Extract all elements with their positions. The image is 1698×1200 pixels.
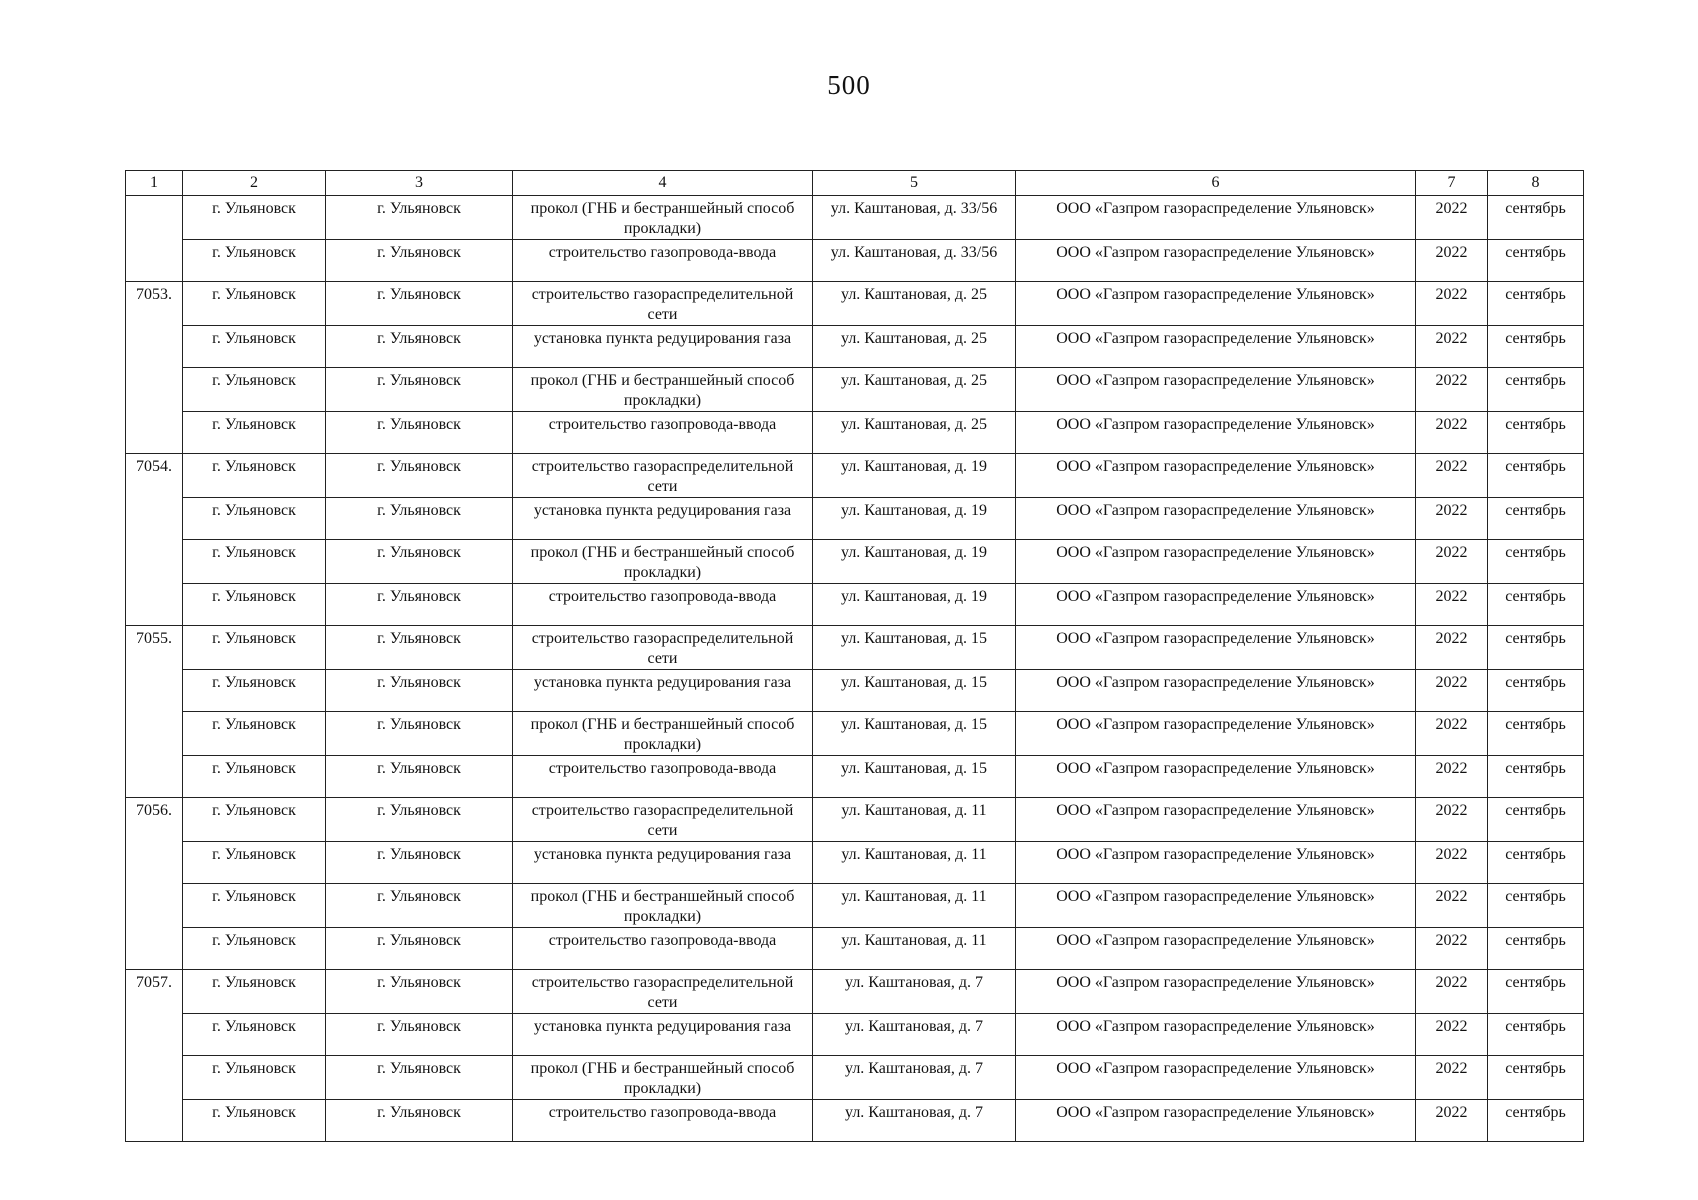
table-row bbox=[126, 798, 1584, 842]
settlement-cell: г. Ульяновск bbox=[326, 454, 513, 498]
month-cell: сентябрь bbox=[1488, 1056, 1584, 1100]
settlement-cell: г. Ульяновск bbox=[326, 326, 513, 368]
table-row bbox=[126, 584, 1584, 626]
year-cell: 2022 bbox=[1416, 454, 1488, 498]
item-number-cell: 7056. bbox=[126, 798, 183, 842]
address-cell: ул. Каштановая, д. 7 bbox=[813, 1056, 1016, 1100]
organization-cell: ООО «Газпром газораспределение Ульяновск» bbox=[1016, 282, 1416, 326]
year-cell: 2022 bbox=[1416, 326, 1488, 368]
region-cell: г. Ульяновск bbox=[183, 326, 326, 368]
year-cell: 2022 bbox=[1416, 756, 1488, 798]
address-cell: ул. Каштановая, д. 19 bbox=[813, 540, 1016, 584]
region-cell: г. Ульяновск bbox=[183, 412, 326, 454]
year-cell: 2022 bbox=[1416, 884, 1488, 928]
organization-cell: ООО «Газпром газораспределение Ульяновск» bbox=[1016, 368, 1416, 412]
region-cell: г. Ульяновск bbox=[183, 454, 326, 498]
organization-cell: ООО «Газпром газораспределение Ульяновск» bbox=[1016, 970, 1416, 1014]
month-cell: сентябрь bbox=[1488, 196, 1584, 240]
settlement-cell: г. Ульяновск bbox=[326, 1056, 513, 1100]
table-row bbox=[126, 196, 1584, 240]
organization-cell: ООО «Газпром газораспределение Ульяновск» bbox=[1016, 756, 1416, 798]
month-cell: сентябрь bbox=[1488, 626, 1584, 670]
year-cell: 2022 bbox=[1416, 928, 1488, 970]
organization-cell: ООО «Газпром газораспределение Ульяновск» bbox=[1016, 1014, 1416, 1056]
item-number-cell bbox=[126, 240, 183, 282]
region-cell: г. Ульяновск bbox=[183, 240, 326, 282]
table-body bbox=[126, 196, 1584, 1142]
address-cell: ул. Каштановая, д. 11 bbox=[813, 884, 1016, 928]
month-cell: сентябрь bbox=[1488, 756, 1584, 798]
year-cell: 2022 bbox=[1416, 842, 1488, 884]
settlement-cell: г. Ульяновск bbox=[326, 842, 513, 884]
year-cell: 2022 bbox=[1416, 626, 1488, 670]
organization-cell: ООО «Газпром газораспределение Ульяновск» bbox=[1016, 798, 1416, 842]
region-cell: г. Ульяновск bbox=[183, 970, 326, 1014]
column-header: 5 bbox=[813, 171, 1016, 196]
settlement-cell: г. Ульяновск bbox=[326, 756, 513, 798]
organization-cell: ООО «Газпром газораспределение Ульяновск» bbox=[1016, 1100, 1416, 1142]
item-number-cell bbox=[126, 326, 183, 368]
table-row bbox=[126, 412, 1584, 454]
settlement-cell: г. Ульяновск bbox=[326, 196, 513, 240]
table-row bbox=[126, 842, 1584, 884]
table-row bbox=[126, 1014, 1584, 1056]
work-type-cell: строительство газопровода-ввода bbox=[513, 756, 813, 798]
organization-cell: ООО «Газпром газораспределение Ульяновск» bbox=[1016, 584, 1416, 626]
document-table bbox=[125, 170, 1584, 1142]
region-cell: г. Ульяновск bbox=[183, 626, 326, 670]
settlement-cell: г. Ульяновск bbox=[326, 712, 513, 756]
year-cell: 2022 bbox=[1416, 196, 1488, 240]
settlement-cell: г. Ульяновск bbox=[326, 282, 513, 326]
item-number-cell bbox=[126, 884, 183, 928]
item-number-cell bbox=[126, 412, 183, 454]
table-row bbox=[126, 240, 1584, 282]
organization-cell: ООО «Газпром газораспределение Ульяновск» bbox=[1016, 454, 1416, 498]
month-cell: сентябрь bbox=[1488, 368, 1584, 412]
item-number-cell bbox=[126, 196, 183, 240]
region-cell: г. Ульяновск bbox=[183, 540, 326, 584]
column-header: 3 bbox=[326, 171, 513, 196]
address-cell: ул. Каштановая, д. 11 bbox=[813, 928, 1016, 970]
table-row bbox=[126, 1056, 1584, 1100]
organization-cell: ООО «Газпром газораспределение Ульяновск» bbox=[1016, 498, 1416, 540]
region-cell: г. Ульяновск bbox=[183, 584, 326, 626]
item-number-cell bbox=[126, 584, 183, 626]
address-cell: ул. Каштановая, д. 33/56 bbox=[813, 240, 1016, 282]
region-cell: г. Ульяновск bbox=[183, 1056, 326, 1100]
region-cell: г. Ульяновск bbox=[183, 756, 326, 798]
table-row bbox=[126, 326, 1584, 368]
work-type-cell: установка пункта редуцирования газа bbox=[513, 842, 813, 884]
month-cell: сентябрь bbox=[1488, 454, 1584, 498]
table-row bbox=[126, 970, 1584, 1014]
organization-cell: ООО «Газпром газораспределение Ульяновск» bbox=[1016, 240, 1416, 282]
month-cell: сентябрь bbox=[1488, 498, 1584, 540]
table-row bbox=[126, 454, 1584, 498]
column-header: 2 bbox=[183, 171, 326, 196]
work-type-cell: установка пункта редуцирования газа bbox=[513, 498, 813, 540]
settlement-cell: г. Ульяновск bbox=[326, 540, 513, 584]
address-cell: ул. Каштановая, д. 11 bbox=[813, 842, 1016, 884]
work-type-cell: строительство газораспределительной сети bbox=[513, 282, 813, 326]
year-cell: 2022 bbox=[1416, 282, 1488, 326]
item-number-cell bbox=[126, 712, 183, 756]
table-row bbox=[126, 1100, 1584, 1142]
organization-cell: ООО «Газпром газораспределение Ульяновск» bbox=[1016, 928, 1416, 970]
region-cell: г. Ульяновск bbox=[183, 368, 326, 412]
item-number-cell bbox=[126, 1056, 183, 1100]
month-cell: сентябрь bbox=[1488, 970, 1584, 1014]
year-cell: 2022 bbox=[1416, 1056, 1488, 1100]
year-cell: 2022 bbox=[1416, 498, 1488, 540]
work-type-cell: прокол (ГНБ и бестраншейный способ прокладки) bbox=[513, 712, 813, 756]
column-header: 1 bbox=[126, 171, 183, 196]
address-cell: ул. Каштановая, д. 15 bbox=[813, 712, 1016, 756]
work-type-cell: прокол (ГНБ и бестраншейный способ прокладки) bbox=[513, 540, 813, 584]
region-cell: г. Ульяновск bbox=[183, 798, 326, 842]
address-cell: ул. Каштановая, д. 15 bbox=[813, 670, 1016, 712]
month-cell: сентябрь bbox=[1488, 798, 1584, 842]
work-type-cell: строительство газопровода-ввода bbox=[513, 928, 813, 970]
table-row bbox=[126, 884, 1584, 928]
organization-cell: ООО «Газпром газораспределение Ульяновск» bbox=[1016, 196, 1416, 240]
address-cell: ул. Каштановая, д. 25 bbox=[813, 412, 1016, 454]
year-cell: 2022 bbox=[1416, 1100, 1488, 1142]
year-cell: 2022 bbox=[1416, 712, 1488, 756]
address-cell: ул. Каштановая, д. 33/56 bbox=[813, 196, 1016, 240]
item-number-cell: 7053. bbox=[126, 282, 183, 326]
region-cell: г. Ульяновск bbox=[183, 670, 326, 712]
address-cell: ул. Каштановая, д. 19 bbox=[813, 498, 1016, 540]
month-cell: сентябрь bbox=[1488, 326, 1584, 368]
table-row bbox=[126, 282, 1584, 326]
organization-cell: ООО «Газпром газораспределение Ульяновск» bbox=[1016, 670, 1416, 712]
item-number-cell: 7054. bbox=[126, 454, 183, 498]
region-cell: г. Ульяновск bbox=[183, 498, 326, 540]
work-type-cell: строительство газораспределительной сети bbox=[513, 626, 813, 670]
item-number-cell bbox=[126, 1100, 183, 1142]
year-cell: 2022 bbox=[1416, 240, 1488, 282]
page-number: 500 bbox=[827, 70, 871, 100]
month-cell: сентябрь bbox=[1488, 670, 1584, 712]
table-row bbox=[126, 928, 1584, 970]
table-row bbox=[126, 498, 1584, 540]
month-cell: сентябрь bbox=[1488, 928, 1584, 970]
address-cell: ул. Каштановая, д. 7 bbox=[813, 970, 1016, 1014]
year-cell: 2022 bbox=[1416, 412, 1488, 454]
work-type-cell: прокол (ГНБ и бестраншейный способ прокладки) bbox=[513, 196, 813, 240]
address-cell: ул. Каштановая, д. 7 bbox=[813, 1014, 1016, 1056]
settlement-cell: г. Ульяновск bbox=[326, 626, 513, 670]
item-number-cell bbox=[126, 540, 183, 584]
organization-cell: ООО «Газпром газораспределение Ульяновск» bbox=[1016, 712, 1416, 756]
item-number-cell bbox=[126, 498, 183, 540]
organization-cell: ООО «Газпром газораспределение Ульяновск» bbox=[1016, 412, 1416, 454]
column-header: 8 bbox=[1488, 171, 1584, 196]
column-header: 4 bbox=[513, 171, 813, 196]
region-cell: г. Ульяновск bbox=[183, 282, 326, 326]
month-cell: сентябрь bbox=[1488, 240, 1584, 282]
month-cell: сентябрь bbox=[1488, 540, 1584, 584]
month-cell: сентябрь bbox=[1488, 412, 1584, 454]
settlement-cell: г. Ульяновск bbox=[326, 240, 513, 282]
settlement-cell: г. Ульяновск bbox=[326, 1100, 513, 1142]
work-type-cell: установка пункта редуцирования газа bbox=[513, 1014, 813, 1056]
table-row bbox=[126, 626, 1584, 670]
work-type-cell: строительство газопровода-ввода bbox=[513, 412, 813, 454]
address-cell: ул. Каштановая, д. 15 bbox=[813, 756, 1016, 798]
region-cell: г. Ульяновск bbox=[183, 1014, 326, 1056]
region-cell: г. Ульяновск bbox=[183, 884, 326, 928]
work-type-cell: прокол (ГНБ и бестраншейный способ прокладки) bbox=[513, 368, 813, 412]
item-number-cell bbox=[126, 1014, 183, 1056]
month-cell: сентябрь bbox=[1488, 584, 1584, 626]
settlement-cell: г. Ульяновск bbox=[326, 970, 513, 1014]
settlement-cell: г. Ульяновск bbox=[326, 368, 513, 412]
month-cell: сентябрь bbox=[1488, 1014, 1584, 1056]
region-cell: г. Ульяновск bbox=[183, 1100, 326, 1142]
organization-cell: ООО «Газпром газораспределение Ульяновск» bbox=[1016, 540, 1416, 584]
work-type-cell: строительство газораспределительной сети bbox=[513, 970, 813, 1014]
year-cell: 2022 bbox=[1416, 1014, 1488, 1056]
table-row bbox=[126, 712, 1584, 756]
item-number-cell: 7055. bbox=[126, 626, 183, 670]
work-type-cell: установка пункта редуцирования газа bbox=[513, 326, 813, 368]
region-cell: г. Ульяновск bbox=[183, 712, 326, 756]
column-header: 7 bbox=[1416, 171, 1488, 196]
work-type-cell: строительство газопровода-ввода bbox=[513, 240, 813, 282]
month-cell: сентябрь bbox=[1488, 282, 1584, 326]
work-type-cell: строительство газопровода-ввода bbox=[513, 584, 813, 626]
settlement-cell: г. Ульяновск bbox=[326, 798, 513, 842]
table-row bbox=[126, 368, 1584, 412]
year-cell: 2022 bbox=[1416, 970, 1488, 1014]
settlement-cell: г. Ульяновск bbox=[326, 412, 513, 454]
settlement-cell: г. Ульяновск bbox=[326, 584, 513, 626]
year-cell: 2022 bbox=[1416, 584, 1488, 626]
item-number-cell bbox=[126, 842, 183, 884]
year-cell: 2022 bbox=[1416, 540, 1488, 584]
table-row bbox=[126, 756, 1584, 798]
address-cell: ул. Каштановая, д. 11 bbox=[813, 798, 1016, 842]
column-header: 6 bbox=[1016, 171, 1416, 196]
settlement-cell: г. Ульяновск bbox=[326, 884, 513, 928]
month-cell: сентябрь bbox=[1488, 712, 1584, 756]
month-cell: сентябрь bbox=[1488, 842, 1584, 884]
table-row bbox=[126, 670, 1584, 712]
region-cell: г. Ульяновск bbox=[183, 928, 326, 970]
address-cell: ул. Каштановая, д. 15 bbox=[813, 626, 1016, 670]
organization-cell: ООО «Газпром газораспределение Ульяновск» bbox=[1016, 884, 1416, 928]
address-cell: ул. Каштановая, д. 25 bbox=[813, 326, 1016, 368]
year-cell: 2022 bbox=[1416, 368, 1488, 412]
month-cell: сентябрь bbox=[1488, 1100, 1584, 1142]
region-cell: г. Ульяновск bbox=[183, 196, 326, 240]
settlement-cell: г. Ульяновск bbox=[326, 670, 513, 712]
item-number-cell bbox=[126, 670, 183, 712]
item-number-cell bbox=[126, 756, 183, 798]
organization-cell: ООО «Газпром газораспределение Ульяновск» bbox=[1016, 326, 1416, 368]
work-type-cell: установка пункта редуцирования газа bbox=[513, 670, 813, 712]
settlement-cell: г. Ульяновск bbox=[326, 1014, 513, 1056]
address-cell: ул. Каштановая, д. 25 bbox=[813, 368, 1016, 412]
work-type-cell: строительство газопровода-ввода bbox=[513, 1100, 813, 1142]
address-cell: ул. Каштановая, д. 19 bbox=[813, 454, 1016, 498]
work-type-cell: прокол (ГНБ и бестраншейный способ прокладки) bbox=[513, 1056, 813, 1100]
table-row bbox=[126, 540, 1584, 584]
organization-cell: ООО «Газпром газораспределение Ульяновск» bbox=[1016, 626, 1416, 670]
organization-cell: ООО «Газпром газораспределение Ульяновск» bbox=[1016, 842, 1416, 884]
item-number-cell bbox=[126, 368, 183, 412]
settlement-cell: г. Ульяновск bbox=[326, 928, 513, 970]
address-cell: ул. Каштановая, д. 19 bbox=[813, 584, 1016, 626]
organization-cell: ООО «Газпром газораспределение Ульяновск» bbox=[1016, 1056, 1416, 1100]
region-cell: г. Ульяновск bbox=[183, 842, 326, 884]
year-cell: 2022 bbox=[1416, 798, 1488, 842]
header-row bbox=[126, 171, 1584, 196]
settlement-cell: г. Ульяновск bbox=[326, 498, 513, 540]
work-type-cell: прокол (ГНБ и бестраншейный способ прокладки) bbox=[513, 884, 813, 928]
item-number-cell bbox=[126, 928, 183, 970]
work-type-cell: строительство газораспределительной сети bbox=[513, 798, 813, 842]
address-cell: ул. Каштановая, д. 25 bbox=[813, 282, 1016, 326]
item-number-cell: 7057. bbox=[126, 970, 183, 1014]
year-cell: 2022 bbox=[1416, 670, 1488, 712]
month-cell: сентябрь bbox=[1488, 884, 1584, 928]
work-type-cell: строительство газораспределительной сети bbox=[513, 454, 813, 498]
address-cell: ул. Каштановая, д. 7 bbox=[813, 1100, 1016, 1142]
